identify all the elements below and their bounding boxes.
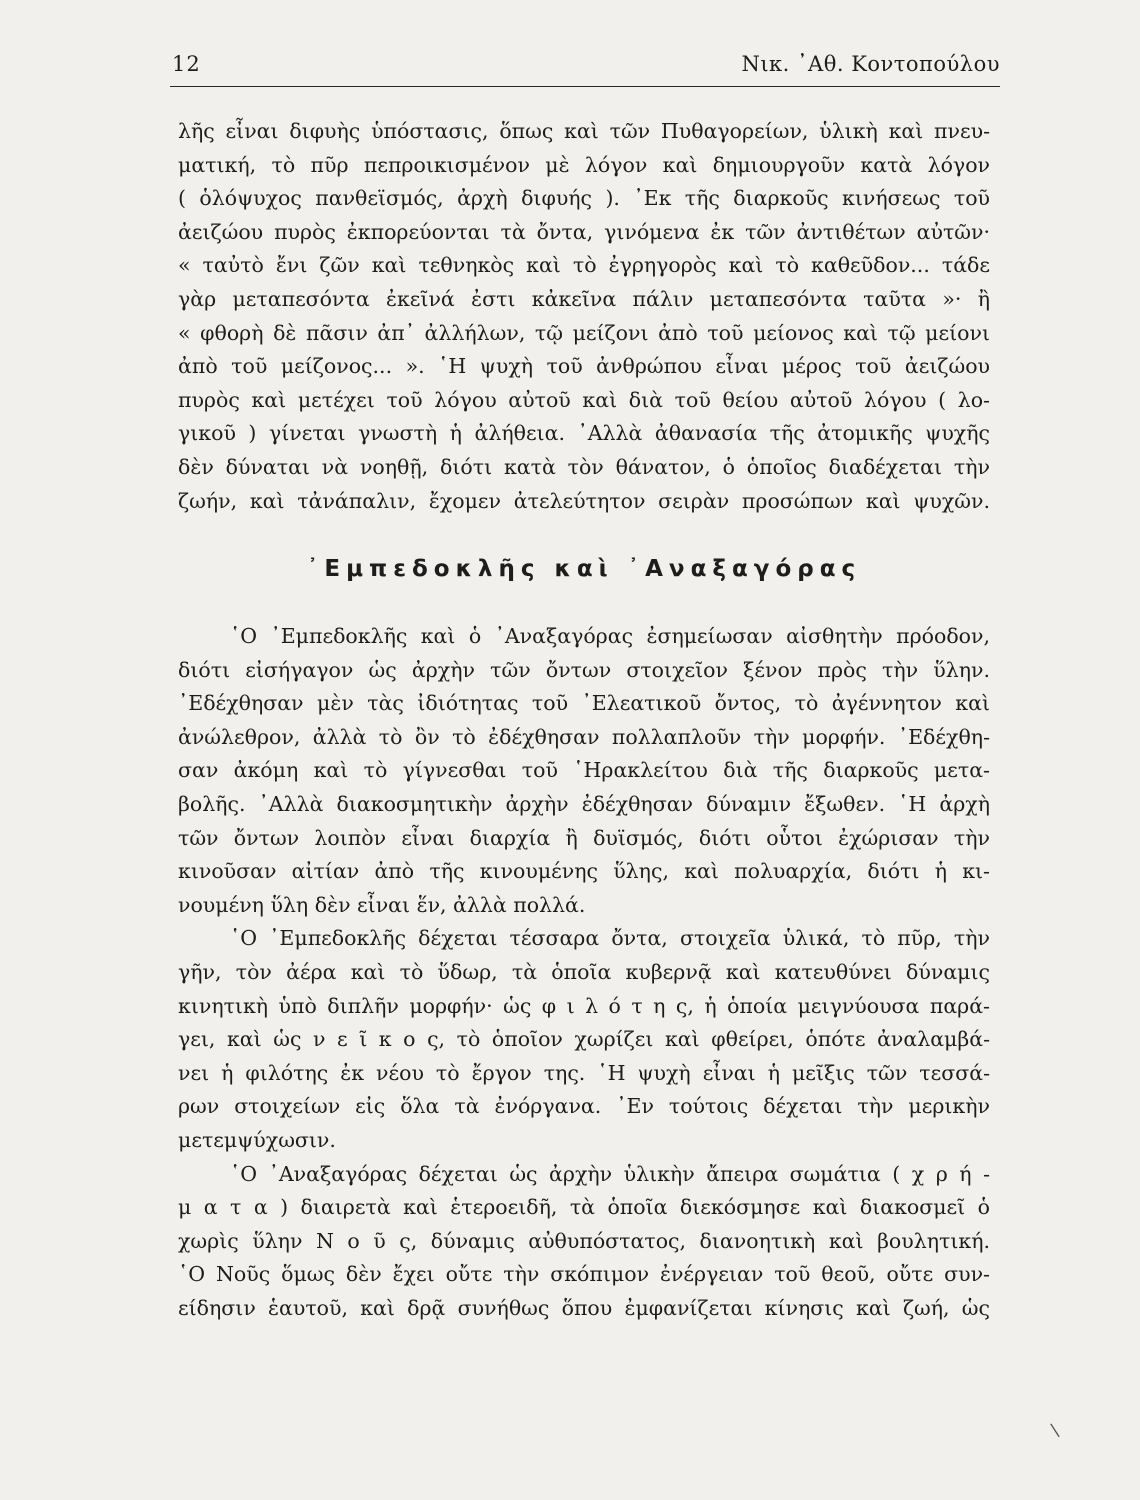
text-line: μετεμψύχωσιν. xyxy=(178,1127,336,1152)
text-line: ἀπὸ τοῦ μείζονος... ». ῾Η ψυχὴ τοῦ ἀνθρώπου εἶναι μέρος τοῦ ἀειζώου xyxy=(178,354,990,379)
text-line: τῶν ὄντων λοιπὸν εἶναι διαρχία ἢ δυϊσμός, διότι οὗτοι ἐχώρισαν τὴν xyxy=(178,825,990,850)
text-line: λῆς εἶναι διφυὴς ὑπόστασις, ὅπως καὶ τῶν Πυθαγορείων, ὑλικὴ καὶ πνευ- xyxy=(178,119,990,143)
section-body xyxy=(178,620,990,1325)
text-line: κινοῦσαν αἰτίαν ἀπὸ τῆς κινουμένης ὕλης, καὶ πολυαρχία, διότι ἡ κι- xyxy=(178,859,990,884)
text-line: ῾Ο ᾿Αναξαγόρας δέχεται ὡς ἀρχὴν ὑλικὴν ἄπειρα σωμάτια ( χ ρ ή - xyxy=(230,1161,990,1186)
text-line: ἀειζώου πυρὸς ἐκπορεύονται τὰ ὄντα, γινόμενα ἐκ τῶν ἀντιθέτων αὐτῶν· xyxy=(178,219,990,244)
text-line: ζωήν, καὶ τἀνάπαλιν, ἔχομεν ἀτελεύτητον σειρὰν προσώπων καὶ ψυχῶν. xyxy=(178,488,990,513)
running-head: Νικ. ᾿Αθ. Κοντοπούλου xyxy=(741,52,1000,76)
text-line: ρων στοιχείων εἰς ὅλα τὰ ἐνόργανα. ᾿Εν τούτοις δέχεται τὴν μερικὴν xyxy=(178,1094,990,1119)
text-line: διότι εἰσήγαγον ὡς ἀρχὴν τῶν ὄντων στοιχεῖον ξένον πρὸς τὴν ὕλην. xyxy=(178,657,990,682)
text-line: νουμένη ὕλη δὲν εἶναι ἕν, ἀλλὰ πολλά. xyxy=(178,892,586,917)
text-line: είδησιν ἑαυτοῦ, καὶ δρᾷ συνήθως ὅπου ἐμφανίζεται κίνησις καὶ ζωή, ὡς xyxy=(178,1295,990,1320)
text-line: ῾Ο ᾿Εμπεδοκλῆς δέχεται τέσσαρα ὄντα, στοιχεῖα ὑλικά, τὸ πῦρ, τὴν xyxy=(230,926,990,951)
text-line: γὰρ μεταπεσόντα ἐκεῖνά ἐστι κἀκεῖνα πάλιν μεταπεσόντα ταῦτα »· ἢ xyxy=(178,286,990,311)
text-line: χωρὶς ὕλην Ν ο ῦ ς, δύναμις αὐθυπόστατος, διανοητικὴ καὶ βουλητική. xyxy=(178,1228,990,1253)
page-number: 12 xyxy=(172,52,201,76)
text-line: « ταὐτὸ ἔνι ζῶν καὶ τεθνηκὸς καὶ τὸ ἐγρηγορὸς καὶ τὸ καθεῦδον... τάδε xyxy=(178,253,990,278)
text-line: « φθορὴ δὲ πᾶσιν ἀπ᾿ ἀλλήλων, τῷ μείζονι ἀπὸ τοῦ μείονος καὶ τῷ μείονι xyxy=(178,320,990,345)
section-heading: ᾿Εμπεδοκλῆς καὶ ᾿Αναξαγόρας xyxy=(306,556,862,582)
text-line: σαν ἀκόμη καὶ τὸ γίγνεσθαι τοῦ ῾Ηρακλείτου διὰ τῆς διαρκοῦς μετα- xyxy=(178,758,990,783)
intro-paragraph xyxy=(178,115,990,518)
text-line: βολῆς. ᾿Αλλὰ διακοσμητικὴν ἀρχὴν ἐδέχθησαν δύναμιν ἔξωθεν. ῾Η ἀρχὴ xyxy=(178,791,990,816)
text-line: γῆν, τὸν ἀέρα καὶ τὸ ὕδωρ, τὰ ὁποῖα κυβερνᾷ καὶ κατευθύνει δύναμις xyxy=(178,959,990,984)
text-line: κινητικὴ ὑπὸ διπλῆν μορφήν· ὡς φ ι λ ό τ η ς, ἡ ὁποία μειγνύουσα παρά- xyxy=(178,993,990,1018)
page-header xyxy=(170,48,1000,87)
text-line: γει, καὶ ὡς ν ε ῖ κ ο ς, τὸ ὁποῖον χωρίζει καὶ φθείρει, ὁπότε ἀναλαμβά- xyxy=(178,1027,990,1052)
text-line: πυρὸς καὶ μετέχει τοῦ λόγου αὐτοῦ καὶ διὰ τοῦ θείου αὐτοῦ λόγου ( λο- xyxy=(178,387,990,412)
corner-mark: \ xyxy=(1049,1419,1061,1442)
text-line: ἀνώλεθρον, ἀλλὰ τὸ ὂν τὸ ἐδέχθησαν πολλαπλοῦν τὴν μορφήν. ᾿Εδέχθη- xyxy=(178,724,990,749)
text-line: ᾿Εδέχθησαν μὲν τὰς ἰδιότητας τοῦ ᾿Ελεατικοῦ ὄντος, τὸ ἀγέννητον καὶ xyxy=(178,691,990,716)
text-line: δὲν δύναται νὰ νοηθῇ, διότι κατὰ τὸν θάνατον, ὁ ὁποῖος διαδέχεται τὴν xyxy=(178,454,990,479)
text-line: ῾Ο Νοῦς ὅμως δὲν ἔχει οὔτε τὴν σκόπιμον ἐνέργειαν τοῦ θεοῦ, οὔτε συν- xyxy=(178,1262,990,1287)
text-line: ματική, τὸ πῦρ πεπροικισμένον μὲ λόγον καὶ δημιουργοῦν κατὰ λόγον xyxy=(178,152,990,177)
text-line: γικοῦ ) γίνεται γνωστὴ ἡ ἀλήθεια. ᾿Αλλὰ ἀθανασία τῆς ἀτομικῆς ψυχῆς xyxy=(178,421,990,446)
text-line: νει ἡ φιλότης ἐκ νέου τὸ ἔργον της. ῾Η ψυχὴ εἶναι ἡ μεῖξις τῶν τεσσά- xyxy=(178,1060,990,1085)
text-line: μ α τ α ) διαιρετὰ καὶ ἑτεροειδῆ, τὰ ὁποῖα διεκόσμησε καὶ διακοσμεῖ ὁ xyxy=(178,1195,990,1220)
text-line: ῾Ο ᾿Εμπεδοκλῆς καὶ ὁ ᾿Αναξαγόρας ἐσημείωσαν αἰσθητὴν πρόοδον, xyxy=(230,624,990,648)
text-line: ( ὁλόψυχος πανθεϊσμός, ἀρχὴ διφυής ). ᾿Εκ τῆς διαρκοῦς κινήσεως τοῦ xyxy=(178,186,990,211)
